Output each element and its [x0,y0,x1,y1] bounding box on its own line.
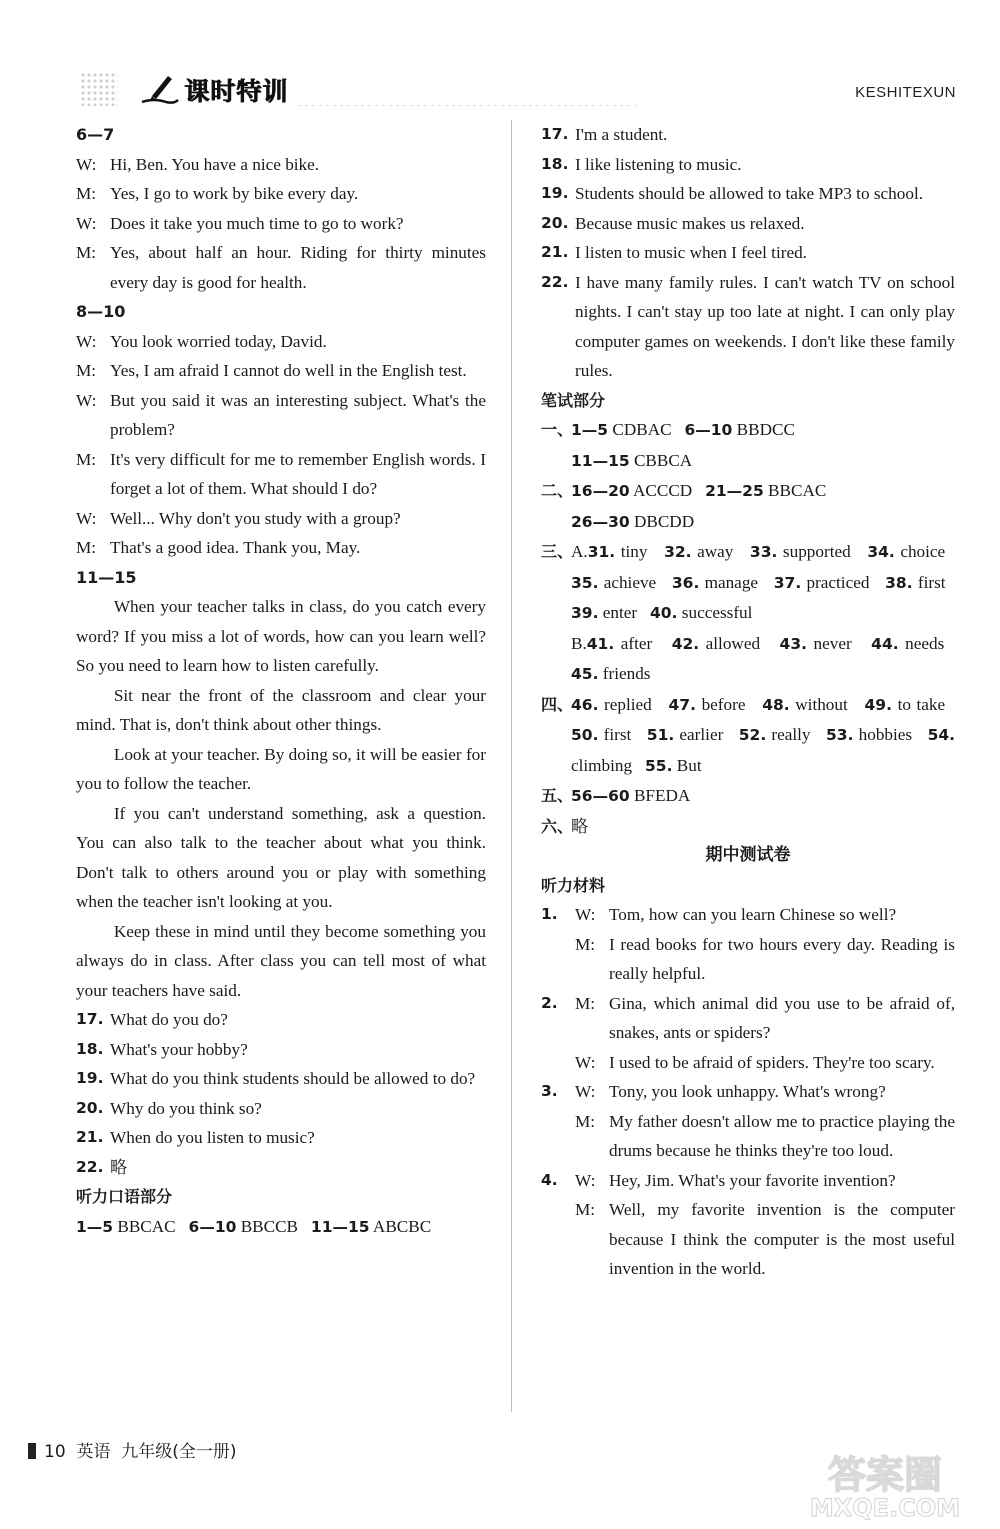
speaker: M: [76,184,97,203]
answer-number: 20. [541,213,569,232]
passage-paragraph: If you can't understand something, ask a question. You can also talk to the teacher about what you think. Don't talk to others around you or play with something when the teacher isn't looking at you. [76,803,486,911]
page-footer [28,1437,237,1462]
item-number: 39. [571,604,599,622]
answer-item [541,209,955,239]
item-answer: successful [681,603,753,622]
utterance: Well... Why don't you study with a group? [110,508,401,528]
answer-item [541,120,955,150]
answer-key: BBDCC [736,420,795,439]
item-answer: allowed [705,633,761,653]
dialogue-line [76,386,486,445]
answer-key: CBBCA [633,450,693,470]
oral-answers [76,1212,486,1243]
page-header [0,0,1000,120]
question-text: When do you listen to music? [110,1128,315,1147]
dialogue-line [76,327,486,357]
dialogue-line [76,445,486,504]
page-number: 10 [44,1442,66,1462]
item-number: 35. [571,573,599,592]
question-number: 21. [76,1128,104,1146]
utterance: Yes, I go to work by bike every day. [110,184,359,203]
utterance: You look worried today, David. [110,331,327,351]
answer-range: 11—15 [571,451,630,470]
speaker: M: [76,538,97,557]
listening-dialog [541,1166,955,1284]
utterance: Yes, I am afraid I cannot do well in the English test. [110,361,467,380]
item-answer: before [701,694,746,714]
section-three-answers [541,537,955,690]
utterance: That's a good idea. Thank you, May. [110,538,361,557]
question-text: Why do you think so? [110,1098,262,1118]
item-answer: practiced [806,572,870,592]
speaker: M: [76,243,97,262]
question-item [76,1005,486,1035]
answer-text: Students should be allowed to take MP3 to school. [575,184,924,203]
item-answer: enter [602,603,638,622]
dialog-number: 4. [541,1170,558,1189]
dialog-number: 2. [541,993,558,1012]
item-answer: But [676,755,702,775]
item-number: 45. [571,665,599,683]
item-answer: first [603,725,632,744]
question-number: 22. [76,1157,104,1176]
answer-item [541,268,955,386]
item-answer: never [813,633,852,653]
section-number: 六、 [541,816,574,836]
item-number: 50. [571,726,599,744]
item-answer: achieve [603,572,657,592]
speaker: W: [76,390,97,410]
speaker: W: [575,1170,596,1190]
section-number: 四、 [541,694,574,714]
answer-item [541,238,955,268]
answer-number: 18. [541,154,569,173]
question-text: 略 [110,1157,128,1177]
dialog-line [541,989,955,1048]
question-number: 17. [76,1010,104,1028]
question-item [76,1035,486,1065]
answer-item [541,179,955,209]
section-number: 一、 [541,420,574,439]
section-two-answers [541,476,955,537]
item-answer: hobbies [858,725,913,744]
item-answer: friends [602,664,651,683]
speaker: W: [575,1082,596,1101]
speaker: W: [575,1052,596,1072]
written-section-heading: 笔试部分 [541,390,606,410]
utterance: Tony, you look unhappy. What's wrong? [609,1082,886,1101]
item-number: 48. [762,695,790,714]
question-number: 18. [76,1039,104,1058]
section-five-answers [541,781,955,812]
answer-range: 16—20 [571,482,630,500]
utterance: Hi, Ben. You have a nice bike. [110,154,320,174]
speaker: W: [76,154,97,174]
item-number: 37. [773,573,802,592]
answer-text: I listen to music when I feel tired. [575,243,807,262]
item-number: 38. [885,573,913,592]
item-answer: to take [897,694,946,714]
question-item [76,1153,486,1183]
answer-text: I have many family rules. I can't watch TV on school nights. I can't stay up too late at night. I can only play computer games on weekends. I don't like these family rules. [575,272,955,380]
section-label-8-10: 8—10 [76,302,126,321]
dialog-line [541,1107,955,1166]
dialog-line [541,1166,955,1196]
speaker: W: [76,508,97,528]
watermark-text: 答案圈 [827,1453,943,1497]
speaker: M: [76,361,97,380]
item-answer: needs [905,633,945,653]
answer-text: I like listening to music. [575,154,742,174]
item-answer: manage [704,572,759,592]
item-number: 55. [645,756,673,775]
item-number: 44. [871,634,899,653]
question-text: What do you think students should be allowed to do? [110,1069,476,1088]
section-number: 三、 [541,542,574,561]
question-text: What's your hobby? [110,1039,248,1059]
dialogue-line [76,209,486,239]
midterm-title: 期中测试卷 [705,845,791,865]
dialog-line [541,900,955,930]
item-answer: really [771,725,811,744]
answer-number: 19. [541,184,569,202]
utterance: Well, my favorite invention is the computer because I think the computer is the most useful invention in the world. [609,1200,955,1278]
item-answer: tiny [620,542,648,561]
item-answer: climbing [571,755,633,775]
utterance: But you said it was an interesting subject. What's the problem? [110,390,486,439]
brand-name: KESHITEXUN [855,84,956,101]
item-answer: away [697,542,734,561]
item-number: 49. [864,695,892,714]
section-label-11-15: 11—15 [76,567,137,587]
listening-dialog [541,1077,955,1166]
question-item [76,1123,486,1153]
item-number: 42. [671,634,700,653]
speaker: M: [575,1111,596,1131]
answer-range: 1—5 [76,1217,114,1236]
answer-key: 略 [571,816,589,836]
dialogue-line [76,238,486,297]
answer-key: CDBAC [612,420,672,439]
answer-key: BFEDA [633,786,691,805]
answer-range: 56—60 [571,787,630,805]
dialog-line [541,1048,955,1078]
question-number: 19. [76,1069,104,1087]
part-label: B. [571,633,587,653]
item-answer: supported [782,542,851,561]
answer-key: BBCCB [240,1216,299,1236]
answer-number: 17. [541,125,569,143]
item-number: 51. [646,726,675,744]
utterance: Gina, which animal did you use to be afraid of, snakes, ants or spiders? [609,993,955,1042]
watermark-url: MXQE.COM [809,1494,961,1520]
passage-paragraph: Sit near the front of the classroom and clear your mind. That is, don't think about other things. [76,685,486,734]
question-list [76,1005,486,1182]
utterance: Tom, how can you learn Chinese so well? [609,905,897,924]
left-column [76,120,486,1242]
item-answer: without [795,694,848,714]
answer-text: I'm a student. [575,125,668,144]
grade: 九年级(全一册) [121,1442,237,1462]
subject: 英语 [76,1442,111,1462]
answer-range: 21—25 [705,482,764,500]
answer-range: 11—15 [310,1217,370,1236]
pen-logo-icon [138,70,182,108]
utterance: Yes, about half an hour. Riding for thirty minutes every day is good for health. [110,243,486,292]
dialog-line [541,1077,955,1107]
dialog-number: 3. [541,1082,558,1100]
dialog-line [541,930,955,989]
item-answer: first [917,572,946,592]
item-answer: earlier [679,725,724,744]
answer-key: ACCCD [633,481,693,500]
answer-text: Because music makes us relaxed. [575,213,805,233]
answer-range: 6—10 [684,421,733,439]
answer-range: 6—10 [188,1217,237,1236]
utterance: It's very difficult for me to remember English words. I forget a lot of them. What should I do? [110,449,486,498]
item-number: 33. [749,543,778,561]
item-number: 43. [779,634,808,653]
item-answer: choice [900,542,946,561]
oral-section-heading: 听力口语部分 [76,1187,173,1206]
dialogue-line [76,533,486,563]
answer-key: DBCDD [633,511,695,531]
answer-key: BBCAC [117,1216,176,1236]
item-number: 41. [586,634,615,653]
question-item [76,1094,486,1124]
passage-paragraph: Keep these in mind until they become something you always do in class. After class you can tell most of what your teachers have said. [76,921,486,1000]
item-number: 47. [668,695,696,714]
speaker: M: [575,993,596,1013]
listening-dialog [541,989,955,1078]
item-number: 53. [826,726,854,744]
answer-list-17-22 [541,120,955,386]
item-answer: replied [604,694,652,714]
dialogue-6-7 [76,150,486,298]
dialogue-8-10 [76,327,486,563]
section-one-answers [541,415,955,476]
answer-item [541,150,955,180]
right-column [541,120,955,1284]
logo-text: 课时特训 [184,77,289,106]
dialog-line [541,1195,955,1284]
listening-heading: 听力材料 [541,875,606,895]
answer-key: BBCAC [768,481,827,500]
item-number: 54. [927,726,956,744]
answer-number: 22. [541,272,569,291]
answer-range: 26—30 [571,512,630,531]
item-number: 31. [587,543,616,561]
question-text: What do you do? [110,1010,228,1029]
section-number: 五、 [541,786,574,805]
section-six-answers [541,812,955,842]
section-label-6-7: 6—7 [76,125,115,144]
speaker: M: [76,449,97,469]
answer-range: 1—5 [571,421,609,439]
listening-dialog [541,900,955,989]
dialogue-line [76,150,486,180]
passage-paragraph: Look at your teacher. By doing so, it will be easier for you to follow the teacher. [76,744,486,793]
speaker: M: [575,934,596,954]
utterance: Does it take you much time to go to work? [110,213,404,233]
dialogue-line [76,356,486,386]
column-divider [511,120,512,1412]
item-number: 46. [571,695,599,714]
item-number: 36. [671,573,700,592]
header-dotted-rule [296,104,636,107]
logo-dot-pattern [80,72,118,106]
speaker: W: [575,905,596,924]
watermark-logo [790,1448,980,1520]
dialogue-line [76,504,486,534]
utterance: I read books for two hours every day. Reading is really helpful. [609,934,955,983]
item-number: 52. [738,726,767,744]
utterance: Hey, Jim. What's your favorite invention? [609,1170,896,1190]
answer-number: 21. [541,243,569,261]
question-number: 20. [76,1098,104,1117]
item-number: 34. [867,543,895,561]
speaker: W: [76,331,97,351]
part-label: A. [571,542,588,561]
utterance: My father doesn't allow me to practice playing the drums because he thinks they're too loud. [609,1111,955,1160]
dialog-number: 1. [541,905,558,923]
item-number: 40. [650,604,678,622]
dialogue-line [76,179,486,209]
utterance: I used to be afraid of spiders. They're too scary. [609,1052,935,1072]
speaker: M: [575,1200,596,1219]
item-answer: after [620,633,653,653]
item-number: 32. [664,543,692,561]
passage-paragraph: When your teacher talks in class, do you catch every word? If you miss a lot of words, how can you learn well? So you need to learn how to listen carefully. [76,597,486,675]
question-item [76,1064,486,1094]
section-number: 二、 [541,481,574,500]
footer-bar-icon [28,1443,36,1459]
section-four-answers [541,690,955,782]
speaker: W: [76,213,97,233]
answer-key: ABCBC [372,1216,432,1236]
